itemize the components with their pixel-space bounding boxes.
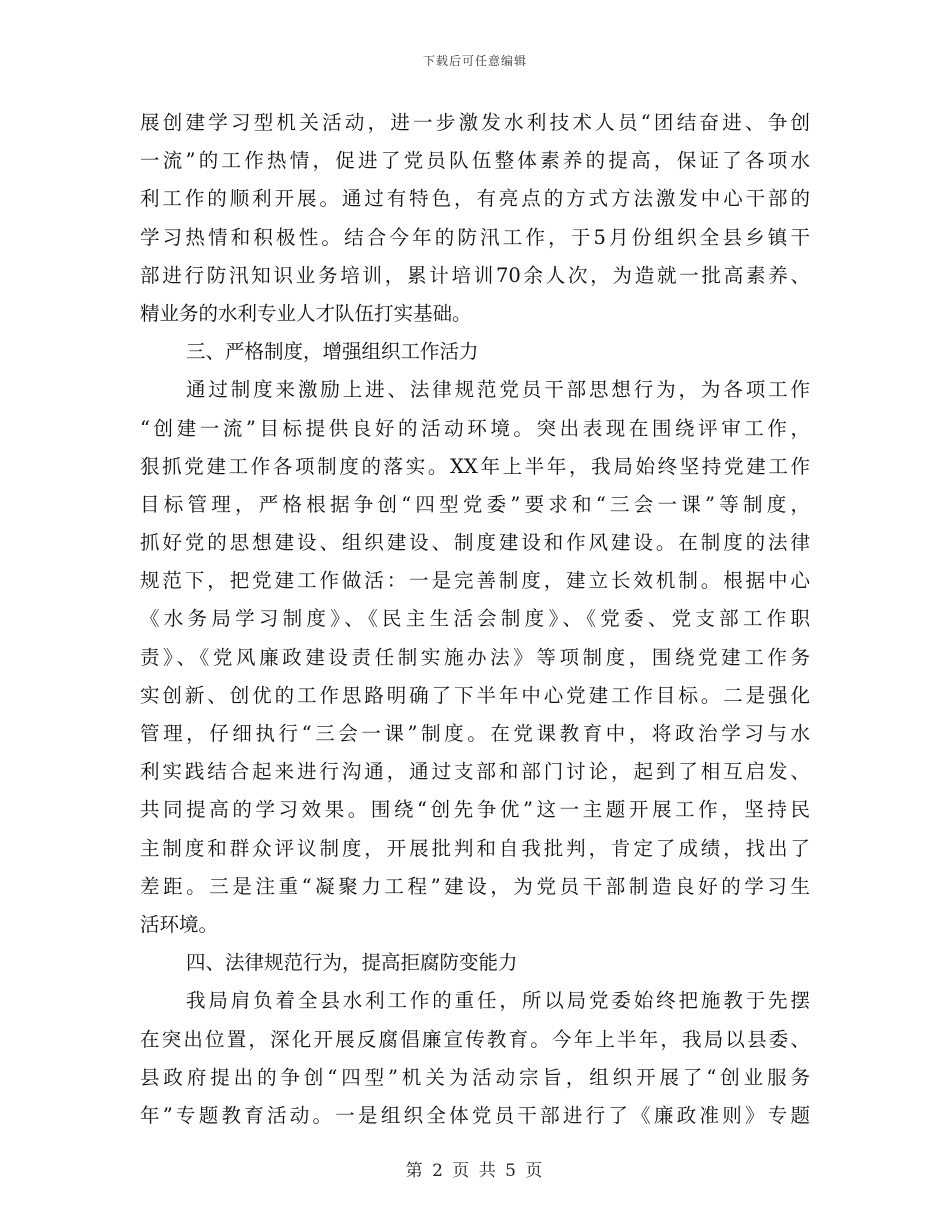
text-line: “创建一流”目标提供良好的活动环境。突出表现在围绕评审工作， bbox=[140, 416, 810, 440]
body-text bbox=[140, 104, 810, 1135]
text-line: 共同提高的学习效果。围绕“创先争优”这一主题开展工作，坚持民 bbox=[140, 798, 810, 822]
text-line: 通过制度来激励上进、法律规范党员干部思想行为，为各项工作 bbox=[186, 378, 810, 402]
text-line: 县政府提出的争创“四型”机关为活动宗旨，组织开展了“创业服务 bbox=[140, 1065, 810, 1089]
text-line: 我局肩负着全县水利工作的重任，所以局党委始终把施教于先摆 bbox=[186, 989, 810, 1013]
text-line: 主制度和群众评议制度，开展批判和自我批判，肯定了成绩，找出了 bbox=[140, 836, 810, 860]
text-line: 差距。三是注重“凝聚力工程”建设，为党员干部制造良好的学习生 bbox=[140, 874, 810, 898]
text-line: 实创新、创优的工作思路明确了下半年中心党建工作目标。二是强化 bbox=[140, 683, 810, 707]
text-line: 管理，仔细执行“三会一课”制度。在党课教育中，将政治学习与水 bbox=[140, 722, 810, 745]
text-line: 精业务的水利专业人才队伍打实基础。 bbox=[140, 301, 472, 325]
text-line: 目标管理，严格根据争创“四型党委”要求和“三会一课”等制度， bbox=[140, 492, 810, 516]
text-line: 一流”的工作热情，促进了党员队伍整体素养的提高，保证了各项水 bbox=[140, 149, 810, 173]
text-line: 《水务局学习制度》、《民主生活会制度》、《党委、党支部工作职 bbox=[140, 607, 810, 631]
text-line: 年”专题教育活动。一是组织全体党员干部进行了《廉政准则》专题 bbox=[140, 1103, 810, 1127]
text-line: 展创建学习型机关活动，进一步激发水利技术人员“团结奋进、争创 bbox=[140, 111, 810, 134]
text-line: 规范下，把党建工作做活：一是完善制度，建立长效机制。根据中心 bbox=[140, 569, 810, 593]
text-line: 部进行防汛知识业务培训，累计培训70余人次，为造就一批高素养、 bbox=[140, 263, 810, 287]
section-heading: 四、法律规范行为，提高拒腐防变能力 bbox=[186, 951, 518, 975]
text-line: 利工作的顺利开展。通过有特色，有亮点的方式方法激发中心干部的 bbox=[140, 187, 810, 211]
page-footer: 第 2 页 共 5 页 bbox=[405, 1161, 545, 1181]
text-line: 学习热情和积极性。结合今年的防汛工作，于5月份组织全县乡镇干 bbox=[140, 225, 810, 249]
text-line: 责》、《党风廉政建设责任制实施办法》等项制度，围绕党建工作务 bbox=[140, 645, 810, 669]
page-header: 下载后可任意编辑 bbox=[422, 54, 527, 68]
text-line: 狠抓党建工作各项制度的落实。XX年上半年，我局始终坚持党建工作 bbox=[140, 454, 810, 478]
text-line: 在突出位置，深化开展反腐倡廉宣传教育。今年上半年，我局以县委、 bbox=[140, 1027, 810, 1051]
text-line: 抓好党的思想建设、组织建设、制度建设和作风建设。在制度的法律 bbox=[140, 531, 810, 555]
text-line: 利实践结合起来进行沟通，通过支部和部门讨论，起到了相互启发、 bbox=[140, 760, 810, 784]
section-heading: 三、严格制度，增强组织工作活力 bbox=[186, 340, 479, 364]
text-line: 活环境。 bbox=[140, 912, 219, 936]
